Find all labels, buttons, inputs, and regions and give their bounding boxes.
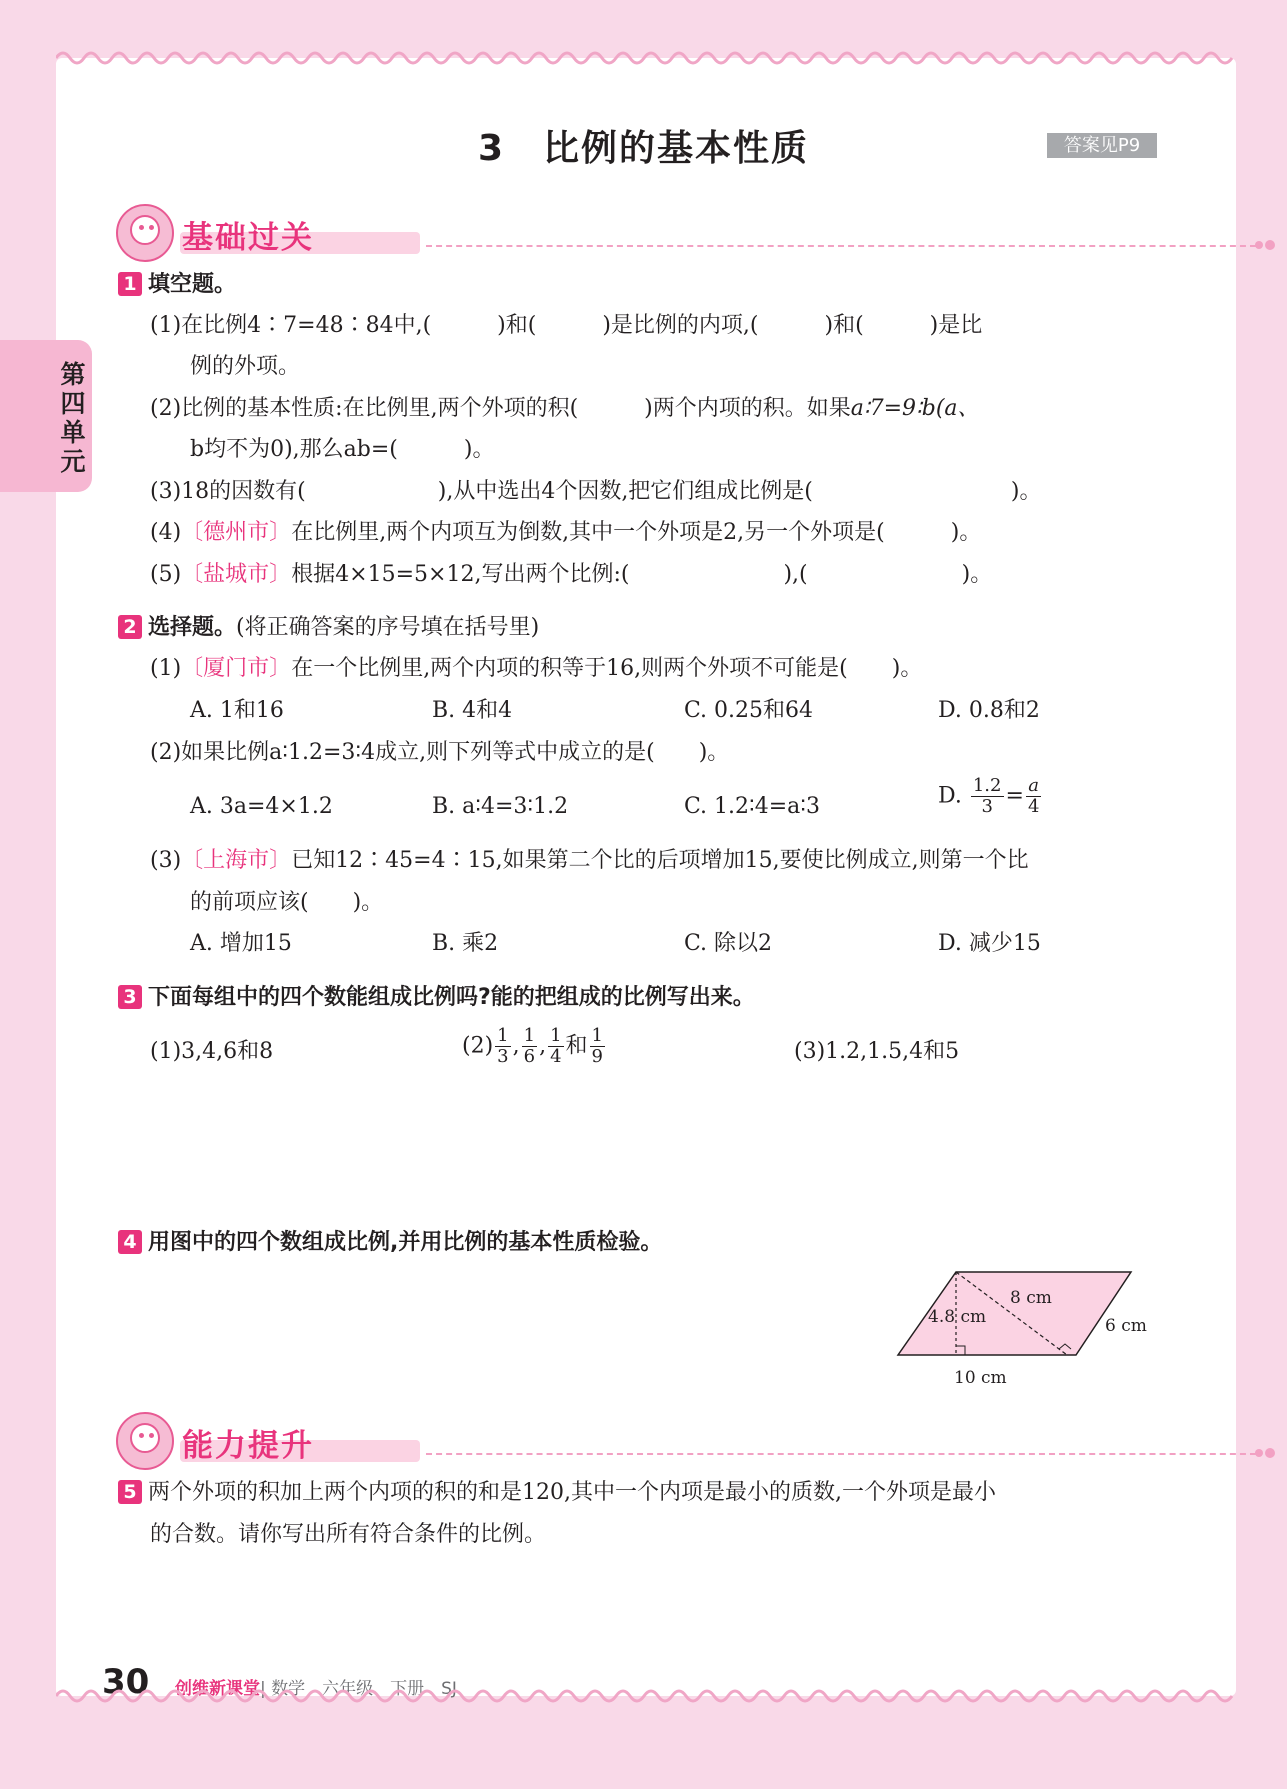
fraction: $\frac{1}{6}$: [523, 1025, 536, 1067]
q2-sub3-option-a: A. 增加15: [190, 931, 292, 956]
question-2-title: 2 选择题。(将正确答案的序号填在括号里): [118, 613, 539, 643]
q2-sub2: (2)如果比例a∶1.2=3∶4成立,则下列等式中成立的是( )。: [150, 740, 730, 765]
region-tag: 〔上海市〕: [181, 848, 292, 873]
fraction: $\frac{1}{9}$: [591, 1025, 603, 1067]
q1-part2-line2: b均不为0),那么ab=( )。: [190, 437, 495, 462]
q2-sub3-option-b: B. 乘2: [432, 931, 499, 956]
footer-book-info: 创维新课堂| 数学 六年级 下册 SJ: [175, 1679, 457, 1699]
q3-group-2: (2) $\frac{1}{3}$ , $\frac{1}{6}$ , $\frac{1}{4}$ 和 $\frac{1}{9}$: [462, 1025, 603, 1067]
q2-sub2-option-a: A. 3a=4×1.2: [190, 794, 333, 819]
wavy-border-top: [56, 48, 1236, 68]
q2-sub2-option-b: B. a∶4=3∶1.2: [432, 794, 569, 819]
q2-sub1: (1)〔厦门市〕在一个比例里,两个内项的积等于16,则两个外项不可能是( )。: [150, 656, 923, 681]
question-number-badge: 5: [118, 1480, 142, 1504]
dots-ornament-icon: [1254, 1446, 1278, 1460]
dotted-divider: [426, 245, 1256, 247]
question-number-badge: 4: [118, 1230, 142, 1254]
question-number-badge: 2: [118, 615, 142, 639]
wavy-border-bottom: [56, 1686, 1236, 1706]
section-title-advanced: 能力提升: [182, 1428, 314, 1464]
footer-brand: 创维新课堂: [175, 1679, 260, 1699]
fraction: $\frac{1}{3}$: [497, 1025, 509, 1067]
q1-part3: (3)18的因数有( ),从中选出4个因数,把它们组成比例是( )。: [150, 479, 1042, 504]
dots-ornament-icon: [1254, 238, 1278, 252]
section-header-basic: [116, 204, 1276, 264]
mascot-icon: [116, 1412, 174, 1470]
unit-side-tab: [0, 340, 92, 492]
region-tag: 〔厦门市〕: [181, 656, 292, 681]
dotted-divider: [426, 1453, 1256, 1455]
question-4-title: 4 用图中的四个数组成比例,并用比例的基本性质检验。: [118, 1228, 662, 1258]
q1-part1-line1: (1)在比例4∶7=48∶84中,( )和( )是比例的内项,( )和( )是比: [150, 313, 983, 338]
fraction: $\frac{1.2}{3}$: [972, 775, 1002, 817]
section-header-advanced: [116, 1412, 1276, 1472]
q2-sub1-option-b: B. 4和4: [432, 698, 513, 723]
q2-sub2-option-c: C. 1.2∶4=a∶3: [684, 794, 821, 819]
fraction: $\frac{a}{4}$: [1027, 775, 1040, 817]
q2-sub3-line1: (3)〔上海市〕已知12∶45=4∶15,如果第二个比的后项增加15,要使比例成立,则第一个比: [150, 848, 1029, 873]
q2-sub2-option-d: D. $\frac{1.2}{3}$ = $\frac{a}{4}$: [938, 775, 1040, 817]
q1-part2-line1: (2)比例的基本性质:在比例里,两个外项的积( )两个内项的积。如果a∶7=9∶b(a、: [150, 396, 980, 421]
question-5-line2: 的合数。请你写出所有符合条件的比例。: [150, 1522, 547, 1547]
page-title: 3 比例的基本性质: [477, 128, 810, 169]
mascot-icon: [116, 204, 174, 262]
q1-part5: (5)〔盐城市〕根据4×15=5×12,写出两个比例:( ),( )。: [150, 562, 993, 587]
label-8cm: 8 cm: [1010, 1288, 1052, 1308]
q1-part1-line2: 例的外项。: [190, 354, 301, 379]
region-tag: 〔盐城市〕: [181, 562, 292, 587]
q2-sub3-option-d: D. 减少15: [938, 931, 1041, 956]
q2-sub1-option-a: A. 1和16: [190, 698, 284, 723]
q2-sub3-line2: 的前项应该( )。: [190, 890, 384, 915]
question-3-title: 3 下面每组中的四个数能组成比例吗?能的把组成的比例写出来。: [118, 983, 755, 1013]
q2-sub3-option-c: C. 除以2: [684, 931, 773, 956]
question-5-line1: 5 两个外项的积加上两个内项的积的和是120,其中一个内项是最小的质数,一个外项是最小: [118, 1478, 996, 1508]
parallelogram-figure: [890, 1265, 1180, 1395]
q2-sub1-option-c: C. 0.25和64: [684, 698, 814, 723]
q3-group-3: (3)1.2,1.5,4和5: [794, 1039, 960, 1064]
label-6cm: 6 cm: [1105, 1316, 1147, 1336]
question-number-badge: 3: [118, 985, 142, 1009]
page-number: 30: [102, 1662, 150, 1702]
q2-sub1-option-d: D. 0.8和2: [938, 698, 1040, 723]
q3-group-1: (1)3,4,6和8: [150, 1039, 274, 1064]
section-title-basic: 基础过关: [182, 220, 314, 256]
q1-part4: (4)〔德州市〕在比例里,两个内项互为倒数,其中一个外项是2,另一个外项是( )。: [150, 520, 982, 545]
unit-side-tab-label: 第四单元: [60, 360, 86, 476]
fraction: $\frac{1}{4}$: [550, 1025, 562, 1067]
answer-reference-badge: 答案见P9: [1047, 133, 1157, 158]
question-1-title: 1 填空题。: [118, 270, 236, 300]
question-number-badge: 1: [118, 272, 142, 296]
label-10cm: 10 cm: [954, 1368, 1007, 1388]
label-height: 4.8 cm: [928, 1307, 987, 1327]
region-tag: 〔德州市〕: [181, 520, 292, 545]
